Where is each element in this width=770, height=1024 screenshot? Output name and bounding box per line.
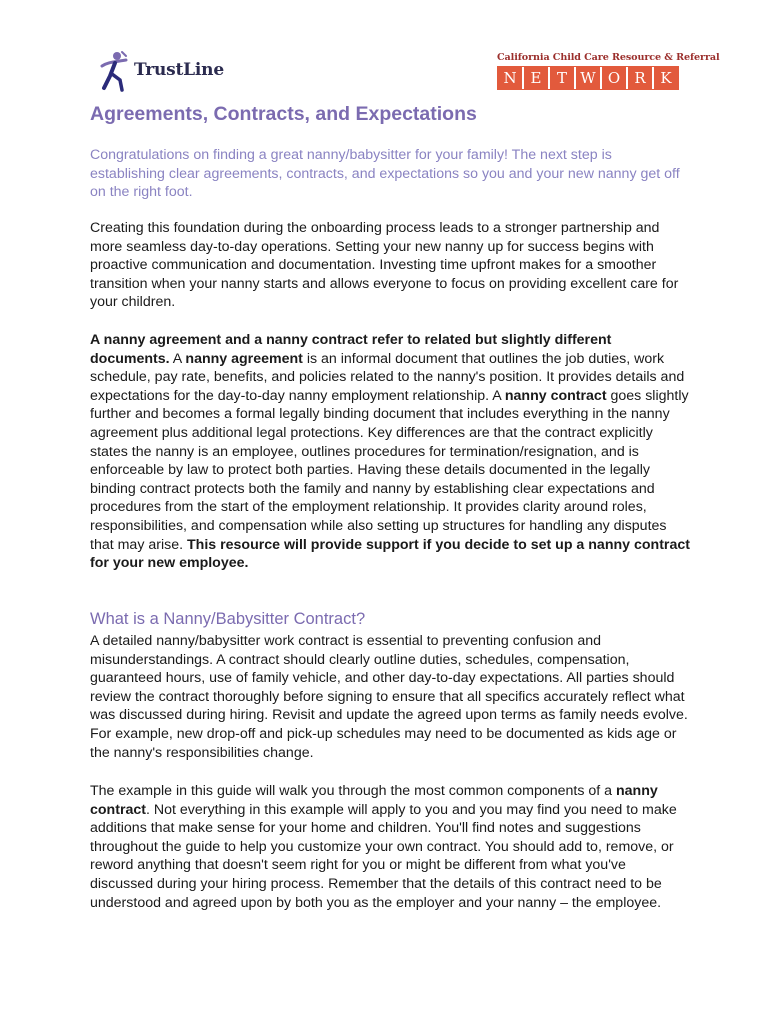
trustline-logo bbox=[96, 50, 236, 92]
trustline-wordmark: TrustLine bbox=[134, 60, 224, 80]
network-letter: T bbox=[550, 67, 576, 89]
network-letter: W bbox=[576, 67, 602, 89]
text-span: The example in this guide will walk you through the most common components of a bbox=[90, 783, 616, 799]
term-nanny-contract: nanny contract bbox=[504, 387, 607, 404]
paragraph-guide-example bbox=[90, 782, 690, 912]
text-span: A bbox=[169, 350, 186, 367]
network-letter: O bbox=[602, 67, 628, 89]
intro-paragraph: Congratulations on finding a great nanny/babysitter for your family! The next step is establishing clear agreements, contracts, and expectations so you and your new nanny get off on the right foot. bbox=[90, 147, 680, 201]
trustline-figure-icon bbox=[96, 50, 132, 92]
term-nanny-contract: nanny contract bbox=[90, 783, 658, 818]
ccrrn-org-name: California Child Care Resource & Referral bbox=[497, 52, 720, 63]
network-letter-boxes bbox=[497, 66, 679, 90]
text-span: is an informal document that outlines the job duties, work schedule, pay rate, benefits, and policies related to the nanny's position. It provides details and expectations for the day-to-day nanny employment relationship. A bbox=[90, 350, 685, 404]
network-letter: K bbox=[654, 67, 678, 89]
lead-statement: A nanny agreement and a nanny contract refer to related but slightly different documents. bbox=[90, 332, 612, 367]
paragraph-agreement-vs-contract bbox=[90, 331, 690, 573]
paragraph-foundation: Creating this foundation during the onboarding process leads to a stronger partnership and more seamless day-to-day operations. Setting your new nanny up for success begins with proactive communication and documentation. Investing time upfront makes for a smoother transition when your nanny starts and allows everyone to focus on providing excellent care for your children. bbox=[90, 220, 679, 311]
page-title: Agreements, Contracts, and Expectations bbox=[90, 103, 477, 125]
text-span: . Not everything in this example will apply to you and you may find you need to make additions that make sense for your home and children. You'll find notes and suggestions throughout the guide to help you customize your own contract. You should add to, remove, or reword anything that doesn't seem right for you or might be different from what you've discussed during your hiring process. Remember that the details of this contract need to be understood and agreed upon by both you as the employer and your nanny – the employee. bbox=[90, 801, 677, 911]
term-nanny-agreement: nanny agreement bbox=[185, 350, 303, 367]
network-letter: N bbox=[498, 67, 524, 89]
network-letter: E bbox=[524, 67, 550, 89]
text-span: goes slightly further and becomes a formal legally binding document that includes everything in the nanny agreement plus additional legal protections. Key differences are that the contract explicitly states the nanny is an employee, outlines procedures for termination/resignation, and is enforceable by law to protect both parties. Having these details documented in the legally binding contract protects both the family and nanny by establishing clear expectations and procedures from the start of the employment relationship. It provides clarity around roles, responsibilities, and compensation while also setting up structures for handling any disputes that may arise. bbox=[90, 387, 689, 553]
paragraph-contract-definition: A detailed nanny/babysitter work contract is essential to preventing confusion and misunderstandings. A contract should clearly outline duties, schedules, compensation, guaranteed hours, use of family vehicle, and other day-to-day expectations. All parties should review the contract thoroughly before signing to ensure that all specifics accurately reflect what was discussed during hiring. Revisit and update the agreed upon terms as family needs evolve. For example, new drop-off and pick-up schedules may need to be documented as kids age or the nanny's responsibilities change. bbox=[90, 633, 688, 761]
section-heading: What is a Nanny/Babysitter Contract? bbox=[90, 610, 366, 628]
ccrrn-network-logo bbox=[497, 52, 720, 90]
network-letter: R bbox=[628, 67, 654, 89]
closing-statement: This resource will provide support if you decide to set up a nanny contract for your new employee. bbox=[90, 536, 690, 572]
